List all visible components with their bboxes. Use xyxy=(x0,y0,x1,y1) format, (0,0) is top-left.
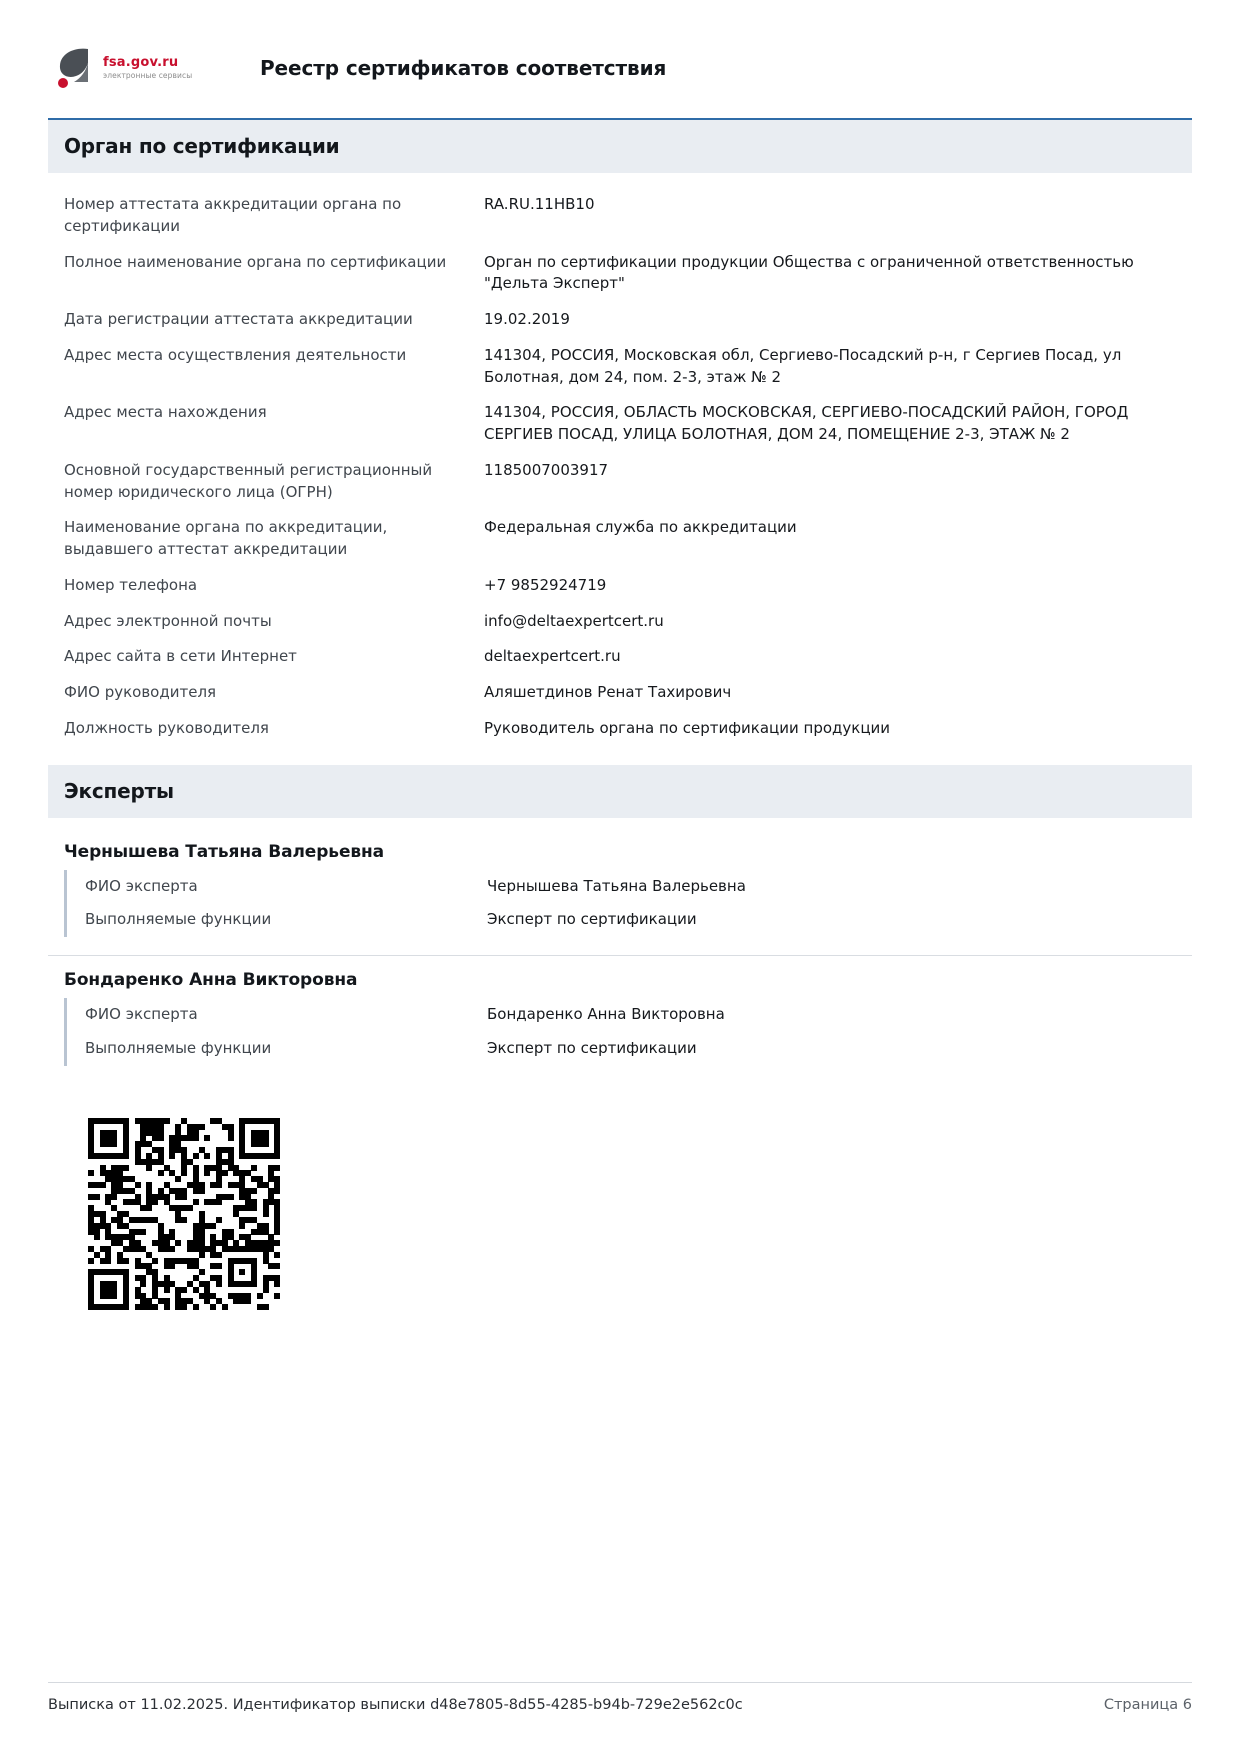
fsa-logo-tagline: электронные сервисы xyxy=(103,70,193,80)
field-value: Орган по сертификации продукции Общества с ограниченной ответственностью "Дельта Эксперт" xyxy=(484,252,1134,293)
field-row xyxy=(85,1032,1176,1066)
field-value: Чернышева Татьяна Валерьевна xyxy=(487,876,746,895)
fsa-logo-domain: fsa.gov.ru xyxy=(103,54,179,70)
footer-divider xyxy=(48,1682,1192,1683)
field-row xyxy=(48,245,1192,303)
field-row xyxy=(48,675,1192,711)
section-header-experts xyxy=(48,765,1192,818)
field-label: Номер аттестата аккредитации органа по сертификации xyxy=(64,195,402,235)
field-label: Адрес электронной почты xyxy=(64,611,272,630)
field-row xyxy=(85,903,1176,937)
expert-fields xyxy=(64,998,1176,1066)
field-row xyxy=(85,998,1176,1032)
field-row xyxy=(48,187,1192,245)
field-value: RA.RU.11HB10 xyxy=(484,195,595,213)
field-label: Полное наименование органа по сертификации xyxy=(64,252,447,271)
expert-name: Бондаренко Анна Викторовна xyxy=(64,970,358,990)
field-label: Адрес сайта в сети Интернет xyxy=(64,647,297,666)
field-row xyxy=(48,604,1192,640)
field-row xyxy=(48,711,1192,747)
field-row xyxy=(48,338,1192,396)
footer-page-number: Страница 6 xyxy=(1103,1697,1192,1713)
field-value: 1185007003917 xyxy=(484,460,609,479)
expert-item xyxy=(48,828,1192,944)
field-row xyxy=(48,510,1192,568)
field-label: Выполняемые функции xyxy=(85,1038,272,1057)
field-label: Дата регистрации аттестата аккредитации xyxy=(64,310,413,328)
field-label: Номер телефона xyxy=(64,575,198,594)
page-title: Реестр сертификатов соответствия xyxy=(260,55,667,80)
footer-extract-info: Выписка от 11.02.2025. Идентификатор выписки d48e7805-8d55-4285-b94b-729e2e562c0c xyxy=(48,1697,743,1713)
field-label: ФИО эксперта xyxy=(85,876,198,895)
field-label: Должность руководителя xyxy=(64,718,269,737)
section-title-experts: Эксперты xyxy=(64,778,174,803)
fsa-logo xyxy=(55,45,205,91)
field-value: 19.02.2019 xyxy=(484,310,570,328)
experts-list xyxy=(48,818,1192,1072)
field-label: Адрес места нахождения xyxy=(64,403,267,422)
field-value: Руководитель органа по сертификации продукции xyxy=(484,718,891,737)
field-row xyxy=(48,302,1192,338)
field-value: Эксперт по сертификации xyxy=(487,1038,697,1057)
field-label: Адрес места осуществления деятельности xyxy=(64,345,407,364)
section-header-body xyxy=(48,120,1192,173)
field-value: 141304, РОССИЯ, ОБЛАСТЬ МОСКОВСКАЯ, СЕРГИЕВО-ПОСАДСКИЙ РАЙОН, ГОРОД СЕРГИЕВ ПОСАД, УЛИЦА БОЛОТНАЯ, ДОМ 24, ПОМЕЩЕНИЕ 2-3, ЭТАЖ № 2 xyxy=(484,403,1129,443)
field-value: deltaexpertcert.ru xyxy=(484,647,621,666)
field-value: Бондаренко Анна Викторовна xyxy=(487,1005,725,1023)
field-value: Аляшетдинов Ренат Тахирович xyxy=(484,683,732,701)
field-label: Выполняемые функции xyxy=(85,910,272,929)
field-value: Эксперт по сертификации xyxy=(487,910,697,929)
qr-code-container xyxy=(88,1118,1240,1314)
expert-name: Чернышева Татьяна Валерьевна xyxy=(64,841,385,862)
field-row xyxy=(48,453,1192,511)
page-header xyxy=(0,0,1240,90)
field-row xyxy=(48,639,1192,675)
fsa-logo-text xyxy=(103,56,192,80)
field-row xyxy=(48,395,1192,453)
field-value: 141304, РОССИЯ, Московская обл, Сергиево-Посадский р-н, г Сергиев Посад, ул Болотная, дом 24, пом. 2-3, этаж № 2 xyxy=(484,345,1122,386)
page-footer xyxy=(48,1682,1192,1713)
field-row xyxy=(48,568,1192,604)
field-label: Наименование органа по аккредитации, выдавшего аттестат аккредитации xyxy=(64,518,388,558)
qr-code-icon xyxy=(88,1118,280,1310)
section-title-body: Орган по сертификации xyxy=(64,134,340,158)
field-row xyxy=(85,870,1176,904)
field-label: ФИО руководителя xyxy=(64,683,217,701)
fsa-logo-icon xyxy=(55,45,97,91)
expert-fields xyxy=(64,870,1176,938)
field-value: +7 9852924719 xyxy=(484,575,607,594)
expert-item xyxy=(48,955,1192,1072)
field-label: ФИО эксперта xyxy=(85,1005,198,1023)
body-fields xyxy=(48,173,1192,747)
field-label: Основной государственный регистрационный номер юридического лица (ОГРН) xyxy=(64,460,433,501)
field-value: Федеральная служба по аккредитации xyxy=(484,518,797,537)
field-value: info@deltaexpertcert.ru xyxy=(484,611,664,630)
